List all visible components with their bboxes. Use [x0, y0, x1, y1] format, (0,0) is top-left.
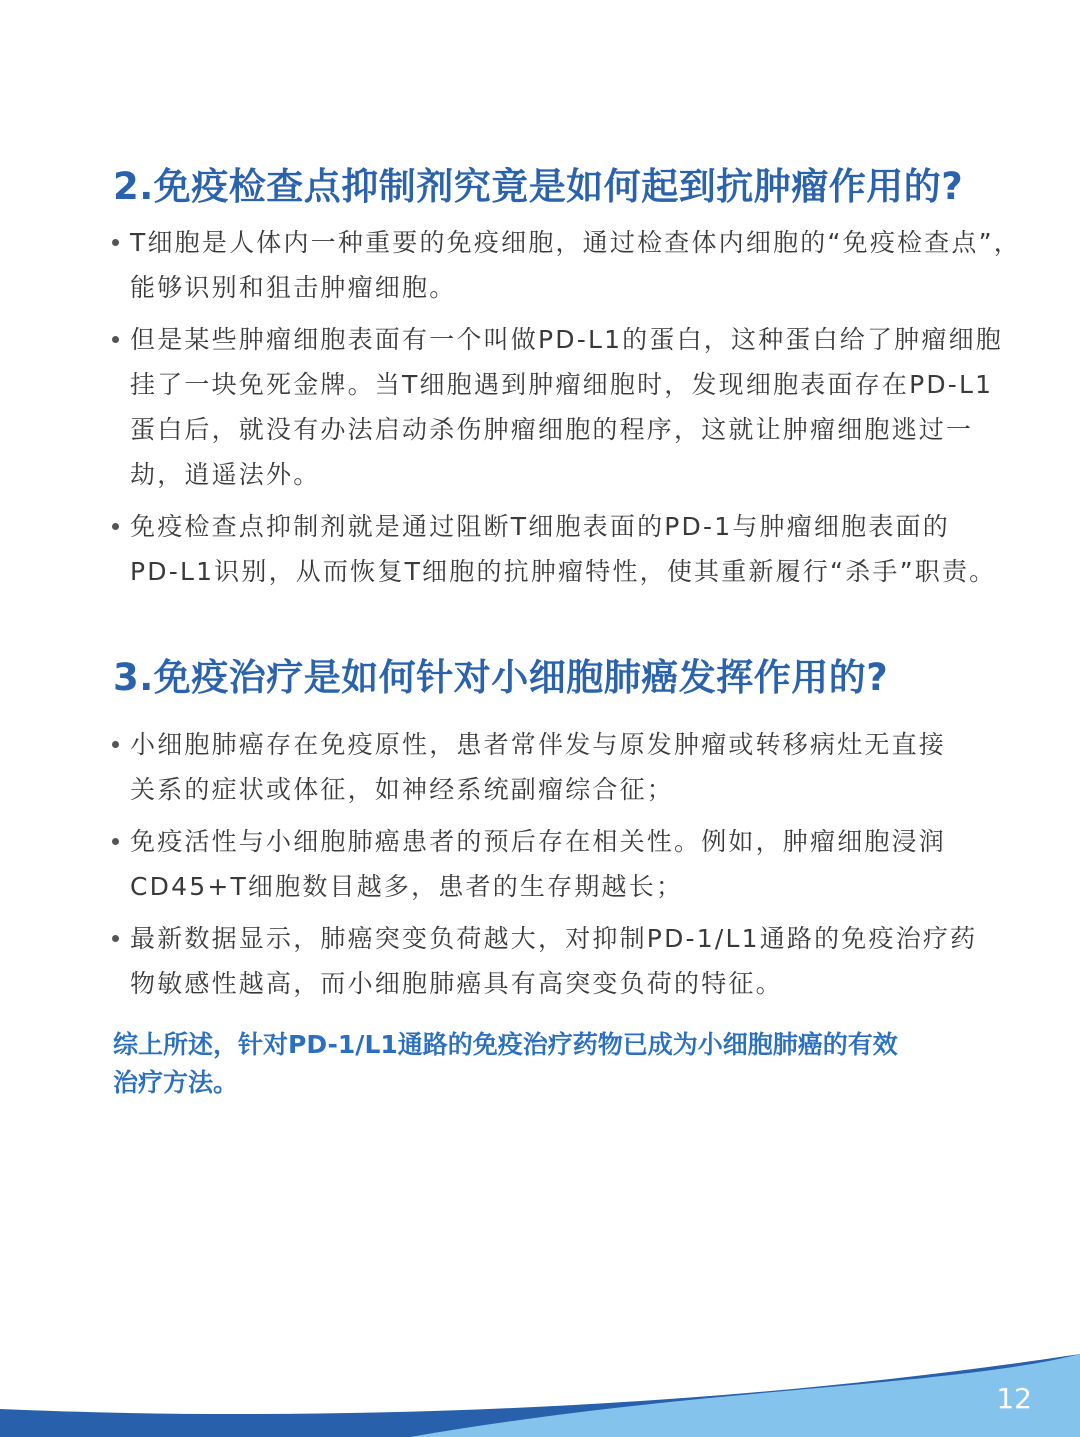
- bullet-icon: [112, 336, 119, 343]
- text-line: T细胞是人体内一种重要的免疫细胞，通过检查体内细胞的“免疫检查点”，: [130, 228, 1021, 257]
- text-line: 最新数据显示，肺癌突变负荷越大，对抑制PD-1/L1通路的免疫治疗药: [130, 924, 978, 953]
- text-line: CD45+T细胞数目越多，患者的生存期越长；: [130, 872, 684, 901]
- bullet-icon: [112, 935, 119, 942]
- text-line: 治疗方法。: [113, 1068, 239, 1097]
- list-item: [112, 504, 996, 594]
- footer-wave: [0, 1327, 1080, 1437]
- bullet-icon: [112, 838, 119, 845]
- text-line: 蛋白后，就没有办法启动杀伤肿瘤细胞的程序，这就让肿瘤细胞逃过一: [130, 415, 974, 444]
- conclusion: [113, 1026, 898, 1102]
- list-item: [112, 317, 1003, 497]
- list-item: [112, 819, 946, 909]
- bullet-icon: [112, 741, 119, 748]
- text-line: 劫，逍遥法外。: [130, 460, 321, 489]
- list-item: [112, 722, 946, 812]
- text-line: 免疫活性与小细胞肺癌患者的预后存在相关性。例如，肿瘤细胞浸润: [130, 827, 947, 856]
- text-line: 能够识别和狙击肿瘤细胞。: [130, 273, 457, 302]
- text-line: 但是某些肿瘤细胞表面有一个叫做PD-L1的蛋白，这种蛋白给了肿瘤细胞: [130, 325, 1003, 354]
- list-item: [112, 916, 977, 1006]
- text-line: PD-L1识别，从而恢复T细胞的抗肿瘤特性，使其重新履行“杀手”职责。: [130, 557, 997, 586]
- section-2-title: 2.免疫检查点抑制剂究竟是如何起到抗肿瘤作用的?: [113, 165, 964, 208]
- text-line: 综上所述，针对PD-1/L1通路的免疫治疗药物已成为小细胞肺癌的有效: [113, 1030, 898, 1059]
- wave-light: [410, 1354, 1080, 1437]
- text-line: 物敏感性越高，而小细胞肺癌具有高突变负荷的特征。: [130, 969, 783, 998]
- page-number: 12: [996, 1382, 1032, 1415]
- text-line: 关系的症状或体征，如神经系统副瘤综合征；: [130, 775, 675, 804]
- bullet-icon: [112, 523, 119, 530]
- list-item: [112, 220, 1021, 310]
- section-3-title: 3.免疫治疗是如何针对小细胞肺癌发挥作用的?: [113, 656, 889, 699]
- bullet-icon: [112, 239, 119, 246]
- text-line: 免疫检查点抑制剂就是通过阻断T细胞表面的PD-1与肿瘤细胞表面的: [130, 512, 950, 541]
- text-line: 小细胞肺癌存在免疫原性，患者常伴发与原发肿瘤或转移病灶无直接: [130, 730, 947, 759]
- text-line: 挂了一块免死金牌。当T细胞遇到肿瘤细胞时，发现细胞表面存在PD-L1: [130, 370, 994, 399]
